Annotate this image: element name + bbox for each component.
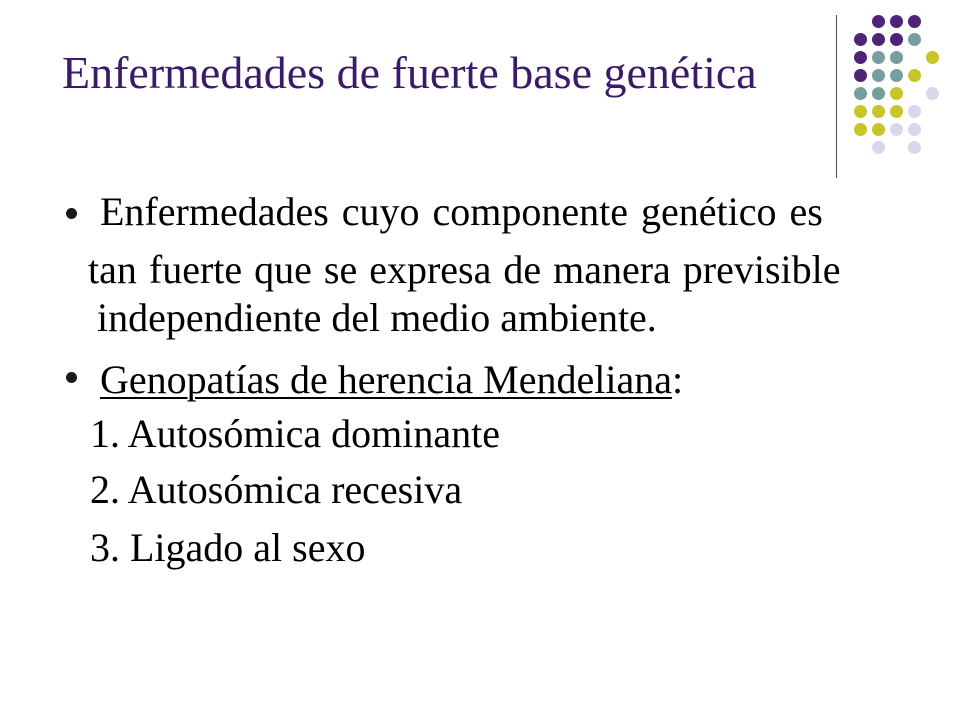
decorative-dot-yellow: [854, 105, 867, 118]
decorative-dot-teal: [908, 33, 921, 46]
decorative-dot-purple: [890, 33, 903, 46]
bullet-text-line: Enfermedades cuyo componente genético es: [100, 189, 823, 234]
decorative-dot-purple: [890, 15, 903, 28]
decorative-dot-teal: [872, 69, 885, 82]
decorative-dot-teal: [872, 51, 885, 64]
decorative-dot-teal: [872, 87, 885, 100]
decorative-dot-purple: [854, 51, 867, 64]
vertical-divider: [836, 15, 837, 178]
decorative-dot-lavender: [908, 105, 921, 118]
bullet-icon: [66, 208, 77, 219]
decorative-dot-yellow: [890, 87, 903, 100]
decorative-dot-lavender: [890, 123, 903, 136]
decorative-dot-teal: [890, 51, 903, 64]
bullet-text-line: independiente del medio ambiente.: [97, 295, 657, 340]
slide-title: Enfermedades de fuerte base genética: [62, 47, 757, 98]
bullet-heading-underlined: Genopatías de herencia Mendeliana: [100, 357, 672, 402]
decorative-dot-purple: [908, 15, 921, 28]
decorative-dot-yellow: [872, 123, 885, 136]
decorative-dot-purple: [854, 69, 867, 82]
numbered-list-item: 1. Autosómica dominante: [90, 411, 500, 456]
bullet-text-line: tan fuerte que se expresa de manera previsible: [88, 247, 841, 292]
decorative-dot-lavender: [872, 141, 885, 154]
decorative-dot-purple: [854, 33, 867, 46]
decorative-dot-lavender: [908, 123, 921, 136]
decorative-dot-yellow: [926, 51, 939, 64]
decorative-dot-purple: [872, 33, 885, 46]
numbered-list-item: 2. Autosómica recesiva: [90, 467, 463, 512]
decorative-dot-yellow: [908, 69, 921, 82]
decorative-dot-yellow: [890, 105, 903, 118]
numbered-list-item: 3. Ligado al sexo: [90, 525, 366, 570]
decorative-dot-purple: [872, 15, 885, 28]
bullet-icon: [66, 372, 77, 383]
decorative-dot-lavender: [908, 141, 921, 154]
decorative-dot-teal: [890, 69, 903, 82]
decorative-dot-yellow: [854, 123, 867, 136]
decorative-dot-teal: [854, 87, 867, 100]
decorative-dot-yellow: [872, 105, 885, 118]
bullet-heading-colon: :: [671, 357, 684, 402]
decorative-dot-lavender: [926, 87, 939, 100]
bullet-heading: [100, 356, 683, 404]
